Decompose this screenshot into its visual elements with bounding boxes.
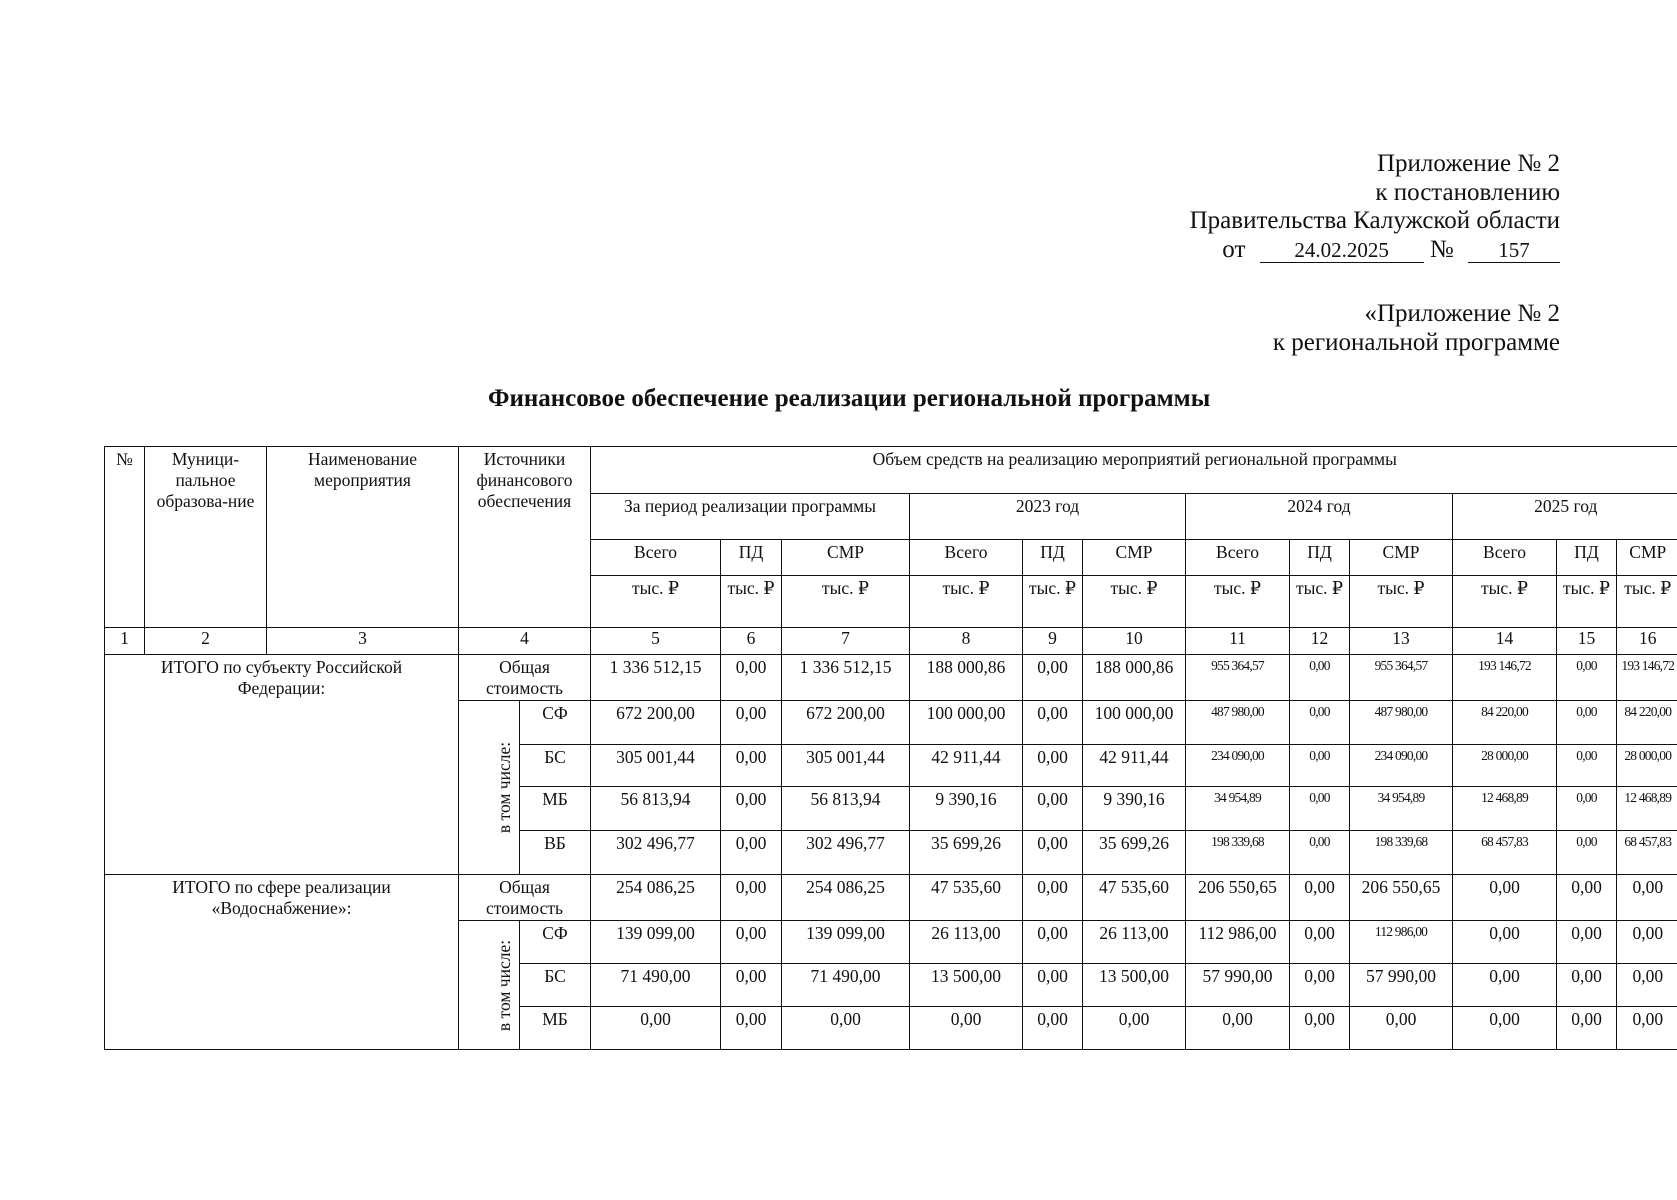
value-cell: 34 954,89 — [1186, 787, 1290, 831]
period-header-total: За период реализации программы — [591, 494, 910, 540]
value-cell: 0,00 — [721, 745, 782, 787]
attachment-line-1: Приложение № 2 — [1376, 150, 1560, 177]
col-header-municipality: Муници-пальное образова-ние — [145, 447, 267, 628]
value-cell: 672 200,00 — [782, 701, 910, 745]
source-code: ВБ — [520, 831, 591, 875]
col-header-num: № — [105, 447, 145, 628]
value-cell: 0,00 — [721, 701, 782, 745]
value-cell: 487 980,00 — [1350, 701, 1453, 745]
attachment-line-3: Правительства Калужской области — [1189, 207, 1560, 234]
attachment-line-2: к постановлению — [1375, 178, 1560, 206]
value-cell: 0,00 — [1557, 1007, 1617, 1050]
value-cell: 0,00 — [721, 921, 782, 964]
col-number-cell: 11 — [1186, 628, 1290, 655]
value-cell: 0,00 — [910, 1007, 1023, 1050]
value-cell: 47 535,60 — [1083, 875, 1186, 921]
in-total-label-cell — [459, 701, 520, 875]
value-cell: 12 468,89 — [1617, 787, 1677, 831]
source-code: БС — [520, 964, 591, 1007]
col-number-cell: 5 — [591, 628, 721, 655]
value-cell: 672 200,00 — [591, 701, 721, 745]
unit-header-cell: тыс. ₽ — [1617, 576, 1677, 628]
value-cell: 0,00 — [1290, 745, 1350, 787]
value-cell: 234 090,00 — [1186, 745, 1290, 787]
value-cell: 0,00 — [721, 787, 782, 831]
source-code: СФ — [520, 701, 591, 745]
value-cell: 0,00 — [1453, 875, 1557, 921]
value-cell: 487 980,00 — [1186, 701, 1290, 745]
annex-header — [1273, 300, 1560, 357]
col-header-activity: Наименование мероприятия — [267, 447, 459, 628]
value-cell: 0,00 — [721, 964, 782, 1007]
value-cell: 955 364,57 — [1186, 655, 1290, 701]
value-cell: 26 113,00 — [910, 921, 1023, 964]
value-cell: 302 496,77 — [782, 831, 910, 875]
col-number-cell: 2 — [145, 628, 267, 655]
value-cell: 0,00 — [1453, 921, 1557, 964]
sub-header-cell: ПД — [1290, 540, 1350, 576]
value-cell: 0,00 — [1453, 964, 1557, 1007]
value-cell: 0,00 — [1290, 875, 1350, 921]
value-cell: 206 550,65 — [1186, 875, 1290, 921]
value-cell: 84 220,00 — [1453, 701, 1557, 745]
value-cell: 0,00 — [1557, 875, 1617, 921]
value-cell: 1 336 512,15 — [782, 655, 910, 701]
value-cell: 0,00 — [1290, 655, 1350, 701]
value-cell: 0,00 — [1290, 831, 1350, 875]
sub-header-cell: СМР — [1083, 540, 1186, 576]
value-cell: 0,00 — [782, 1007, 910, 1050]
value-cell: 0,00 — [1350, 1007, 1453, 1050]
from-label: от — [1222, 235, 1246, 263]
attachment-header — [1190, 150, 1560, 264]
unit-header-cell: тыс. ₽ — [591, 576, 721, 628]
finance-table — [104, 446, 1677, 1050]
value-cell: 0,00 — [1290, 787, 1350, 831]
unit-header-cell: тыс. ₽ — [910, 576, 1023, 628]
decree-number: 157 — [1468, 238, 1560, 263]
col-number-cell: 4 — [459, 628, 591, 655]
value-cell: 0,00 — [1023, 701, 1083, 745]
value-cell: 198 339,68 — [1186, 831, 1290, 875]
value-cell: 955 364,57 — [1350, 655, 1453, 701]
value-cell: 0,00 — [1290, 964, 1350, 1007]
value-cell: 42 911,44 — [910, 745, 1023, 787]
value-cell: 0,00 — [721, 875, 782, 921]
value-cell: 68 457,83 — [1453, 831, 1557, 875]
unit-header-cell: тыс. ₽ — [1186, 576, 1290, 628]
value-cell: 0,00 — [1557, 964, 1617, 1007]
value-cell: 188 000,86 — [1083, 655, 1186, 701]
value-cell: 206 550,65 — [1350, 875, 1453, 921]
sub-header-cell: Всего — [1453, 540, 1557, 576]
annex-line-2: к региональной программе — [1272, 328, 1560, 356]
sub-header-cell: ПД — [1557, 540, 1617, 576]
col-number-cell: 10 — [1083, 628, 1186, 655]
sub-header-cell: Всего — [910, 540, 1023, 576]
value-cell: 193 146,72 — [1453, 655, 1557, 701]
value-cell: 0,00 — [721, 655, 782, 701]
value-cell: 0,00 — [1617, 964, 1677, 1007]
sub-header-cell: Всего — [591, 540, 721, 576]
value-cell: 0,00 — [1023, 787, 1083, 831]
col-number-cell: 6 — [721, 628, 782, 655]
value-cell: 0,00 — [721, 1007, 782, 1050]
group-name: ИТОГО по субъекту Российской Федерации: — [105, 655, 459, 875]
sub-header-cell: СМР — [1617, 540, 1677, 576]
value-cell: 9 390,16 — [1083, 787, 1186, 831]
value-cell: 12 468,89 — [1453, 787, 1557, 831]
annex-line-1: «Приложение № 2 — [1364, 300, 1560, 327]
value-cell: 100 000,00 — [1083, 701, 1186, 745]
period-header-2023: 2023 год — [910, 494, 1186, 540]
value-cell: 0,00 — [1557, 921, 1617, 964]
value-cell: 13 500,00 — [910, 964, 1023, 1007]
value-cell: 0,00 — [1290, 1007, 1350, 1050]
value-cell: 0,00 — [1557, 745, 1617, 787]
value-cell: 0,00 — [1617, 921, 1677, 964]
col-number-cell: 3 — [267, 628, 459, 655]
value-cell: 0,00 — [1557, 701, 1617, 745]
value-cell: 84 220,00 — [1617, 701, 1677, 745]
value-cell: 28 000,00 — [1617, 745, 1677, 787]
col-number-cell: 7 — [782, 628, 910, 655]
table-row — [105, 875, 1677, 921]
unit-header-cell: тыс. ₽ — [1350, 576, 1453, 628]
unit-header-cell: тыс. ₽ — [721, 576, 782, 628]
group-name: ИТОГО по сфере реализации «Водоснабжение»: — [105, 875, 459, 1050]
sub-header-cell: Всего — [1186, 540, 1290, 576]
value-cell: 0,00 — [721, 831, 782, 875]
period-header-2025: 2025 год — [1453, 494, 1677, 540]
value-cell: 26 113,00 — [1083, 921, 1186, 964]
col-number-cell: 1 — [105, 628, 145, 655]
period-header-2024: 2024 год — [1186, 494, 1453, 540]
value-cell: 0,00 — [1083, 1007, 1186, 1050]
value-cell: 28 000,00 — [1453, 745, 1557, 787]
value-cell: 100 000,00 — [910, 701, 1023, 745]
value-cell: 71 490,00 — [591, 964, 721, 1007]
total-cost-label: Общая стоимость — [459, 655, 591, 701]
value-cell: 0,00 — [1023, 1007, 1083, 1050]
value-cell: 0,00 — [1186, 1007, 1290, 1050]
value-cell: 47 535,60 — [910, 875, 1023, 921]
unit-header-cell: тыс. ₽ — [1083, 576, 1186, 628]
value-cell: 0,00 — [1290, 921, 1350, 964]
decree-date: 24.02.2025 — [1260, 238, 1424, 263]
value-cell: 0,00 — [1023, 745, 1083, 787]
value-cell: 0,00 — [1023, 964, 1083, 1007]
value-cell: 34 954,89 — [1350, 787, 1453, 831]
value-cell: 35 699,26 — [1083, 831, 1186, 875]
value-cell: 305 001,44 — [591, 745, 721, 787]
value-cell: 9 390,16 — [910, 787, 1023, 831]
value-cell: 234 090,00 — [1350, 745, 1453, 787]
value-cell: 35 699,26 — [910, 831, 1023, 875]
col-number-cell: 8 — [910, 628, 1023, 655]
value-cell: 0,00 — [1557, 787, 1617, 831]
col-number-cell: 16 — [1617, 628, 1677, 655]
value-cell: 112 986,00 — [1350, 921, 1453, 964]
col-number-cell: 12 — [1290, 628, 1350, 655]
value-cell: 57 990,00 — [1186, 964, 1290, 1007]
value-cell: 13 500,00 — [1083, 964, 1186, 1007]
value-cell: 305 001,44 — [782, 745, 910, 787]
sub-header-cell: ПД — [1023, 540, 1083, 576]
col-number-cell: 9 — [1023, 628, 1083, 655]
value-cell: 0,00 — [1023, 831, 1083, 875]
source-code: БС — [520, 745, 591, 787]
value-cell: 112 986,00 — [1186, 921, 1290, 964]
total-cost-label: Общая стоимость — [459, 875, 591, 921]
source-code: МБ — [520, 787, 591, 831]
number-label: № — [1429, 235, 1454, 263]
in-total-label-cell — [459, 921, 520, 1050]
col-header-sources: Источники финансового обеспечения — [459, 447, 591, 628]
value-cell: 0,00 — [1557, 831, 1617, 875]
unit-header-cell: тыс. ₽ — [1453, 576, 1557, 628]
in-total-label: в том числе: — [494, 939, 515, 1031]
value-cell: 68 457,83 — [1617, 831, 1677, 875]
value-cell: 198 339,68 — [1350, 831, 1453, 875]
value-cell: 254 086,25 — [591, 875, 721, 921]
col-number-cell: 14 — [1453, 628, 1557, 655]
sub-header-cell: ПД — [721, 540, 782, 576]
value-cell: 42 911,44 — [1083, 745, 1186, 787]
decree-date-line — [1190, 236, 1560, 265]
source-code: МБ — [520, 1007, 591, 1050]
page-title: Финансовое обеспечение реализации региональной программы — [488, 385, 1211, 412]
value-cell: 0,00 — [1617, 1007, 1677, 1050]
value-cell: 1 336 512,15 — [591, 655, 721, 701]
col-number-cell: 15 — [1557, 628, 1617, 655]
sub-header-cell: СМР — [1350, 540, 1453, 576]
table-row — [105, 655, 1677, 701]
value-cell: 0,00 — [1023, 655, 1083, 701]
unit-header-cell: тыс. ₽ — [1290, 576, 1350, 628]
unit-header-cell: тыс. ₽ — [782, 576, 910, 628]
value-cell: 0,00 — [1023, 921, 1083, 964]
value-cell: 71 490,00 — [782, 964, 910, 1007]
unit-header-cell: тыс. ₽ — [1023, 576, 1083, 628]
value-cell: 0,00 — [1023, 875, 1083, 921]
col-header-volume: Объем средств на реализацию мероприятий региональной программы — [591, 447, 1677, 494]
value-cell: 0,00 — [1453, 1007, 1557, 1050]
value-cell: 0,00 — [1617, 875, 1677, 921]
value-cell: 56 813,94 — [782, 787, 910, 831]
source-code: СФ — [520, 921, 591, 964]
col-number-cell: 13 — [1350, 628, 1453, 655]
value-cell: 57 990,00 — [1350, 964, 1453, 1007]
value-cell: 302 496,77 — [591, 831, 721, 875]
value-cell: 193 146,72 — [1617, 655, 1677, 701]
value-cell: 188 000,86 — [910, 655, 1023, 701]
value-cell: 139 099,00 — [591, 921, 721, 964]
sub-header-cell: СМР — [782, 540, 910, 576]
value-cell: 139 099,00 — [782, 921, 910, 964]
value-cell: 0,00 — [1290, 701, 1350, 745]
in-total-label: в том числе: — [494, 741, 515, 834]
unit-header-cell: тыс. ₽ — [1557, 576, 1617, 628]
value-cell: 56 813,94 — [591, 787, 721, 831]
value-cell: 0,00 — [1557, 655, 1617, 701]
value-cell: 254 086,25 — [782, 875, 910, 921]
value-cell: 0,00 — [591, 1007, 721, 1050]
